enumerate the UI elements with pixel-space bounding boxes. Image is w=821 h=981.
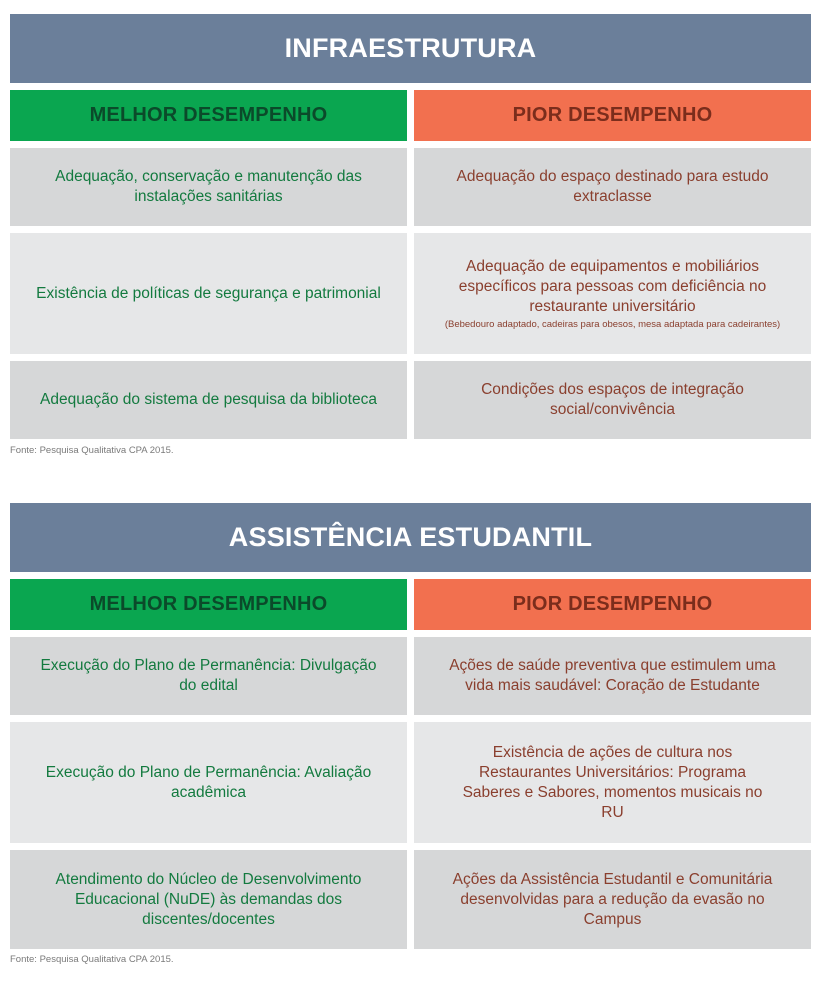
section-assistencia-estudantil xyxy=(10,503,811,973)
best-performance-header: MELHOR DESEMPENHO xyxy=(10,90,407,141)
worst-item xyxy=(414,722,811,843)
best-item xyxy=(10,850,407,949)
worst-item-text: Ações de saúde preventiva que estimulem uma vida mais saudável: Coração de Estudante xyxy=(449,657,776,694)
worst-item xyxy=(414,637,811,715)
section-title: ASSISTÊNCIA ESTUDANTIL xyxy=(10,503,811,572)
worst-item-note: (Bebedouro adaptado, cadeiras para obesos, mesa adaptada para cadeirantes) xyxy=(444,318,781,330)
worst-item xyxy=(414,361,811,439)
worst-item-text: Existência de ações de cultura nos Restaurantes Universitários: Programa Saberes e Sabores, momentos musicais no RU xyxy=(462,743,763,821)
best-item xyxy=(10,233,407,354)
worst-item xyxy=(414,233,811,354)
section-infraestrutura xyxy=(10,14,811,459)
source-note: Fonte: Pesquisa Qualitativa CPA 2015. xyxy=(10,445,174,456)
best-item-text: Adequação do sistema de pesquisa da biblioteca xyxy=(40,391,377,408)
worst-item xyxy=(414,148,811,226)
best-item xyxy=(10,148,407,226)
best-item-text: Atendimento do Núcleo de Desenvolvimento Educacional (NuDE) às demandas dos discentes/docentes xyxy=(55,870,362,928)
best-item-text: Adequação, conservação e manutenção das instalações sanitárias xyxy=(55,168,362,205)
best-item-text: Execução do Plano de Permanência: Avaliação acadêmica xyxy=(45,763,372,801)
source-note: Fonte: Pesquisa Qualitativa CPA 2015. xyxy=(10,954,174,965)
worst-item-text: Adequação de equipamentos e mobiliários específicos para pessoas com deficiência no restaurante universitário xyxy=(458,257,767,315)
best-performance-header: MELHOR DESEMPENHO xyxy=(10,579,407,630)
worst-performance-header: PIOR DESEMPENHO xyxy=(414,90,811,141)
best-item xyxy=(10,722,407,843)
worst-item-text: Adequação do espaço destinado para estudo extraclasse xyxy=(456,168,769,205)
best-item xyxy=(10,361,407,439)
best-item-text: Existência de políticas de segurança e patrimonial xyxy=(36,284,381,302)
best-item-text: Execução do Plano de Permanência: Divulgação do edital xyxy=(40,657,377,694)
worst-item-text: Ações da Assistência Estudantil e Comunitária desenvolvidas para a redução da evasão no Campus xyxy=(452,870,773,928)
section-title: INFRAESTRUTURA xyxy=(10,14,811,83)
worst-item xyxy=(414,850,811,949)
worst-performance-header: PIOR DESEMPENHO xyxy=(414,579,811,630)
best-item xyxy=(10,637,407,715)
worst-item-text: Condições dos espaços de integração social/convivência xyxy=(481,381,744,418)
